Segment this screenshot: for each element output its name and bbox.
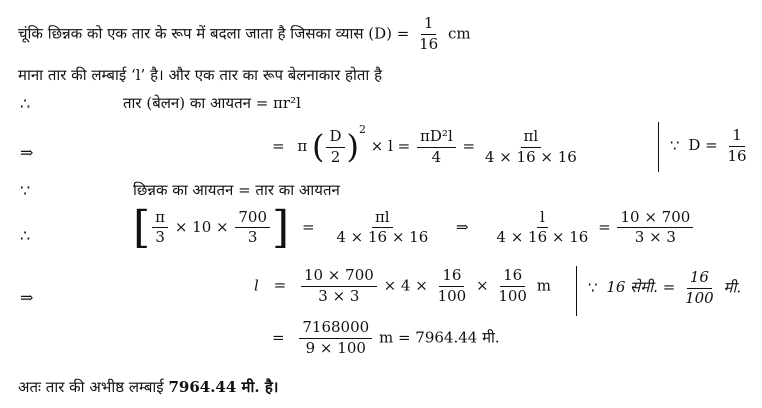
equals-sign: = [272,328,285,347]
open-paren: ( [312,127,325,166]
line-6-symbol [20,228,30,244]
diameter-fraction [416,16,441,53]
line-3 [123,96,301,111]
fraction-numerator: 16 [500,268,525,287]
fraction-numerator: l [537,210,548,229]
variable-l: l [254,276,259,295]
line-2-text: माना तार की लम्बाई ‘l’ है। और एक तार का रूप बेलनाकार होता है [18,66,383,84]
fraction-denominator: 4 × 16 × 16 [496,228,589,247]
unit: cm [447,24,471,43]
fraction-denominator: 3 [155,228,165,247]
times-sign: × [475,276,489,295]
equals-sign: = [301,217,315,236]
result-text: m = 7964.44 मी. [378,328,500,347]
side-divider-2 [576,266,577,316]
fraction-denominator: 16 [727,146,747,165]
equals-sign: = [273,276,287,295]
fraction-denominator: 2 [330,147,341,166]
line-3-text: तार (बेलन) का आयतन = πr²l [123,94,301,112]
fraction-10x700-over-3x3 [617,207,693,247]
implies-symbol: ⇒ [20,143,34,162]
times-l-text: × l = [370,137,411,155]
side-note-text: D = [688,136,718,155]
side-fraction [682,270,717,307]
fraction-denominator: 4 × 16 × 16 [336,228,429,247]
fraction-numerator: 10 × 700 [301,268,377,287]
fraction-numerator: πl [521,129,542,148]
because-symbol: ∵ [20,181,31,200]
equals-sign-2: = [598,217,611,236]
side-note-text: 16 सेमी. = [606,278,676,297]
because-symbol: ∵ [588,278,598,297]
equals-sign-2: = [462,137,476,155]
fraction-numerator: 7168000 [299,320,372,339]
equals-sign: = [272,137,285,155]
bracket-middle-text: × 10 × [174,217,229,236]
therefore-symbol: ∴ [20,94,31,113]
fraction-numerator: π [152,210,168,229]
line-3-symbol [20,96,30,112]
close-bracket: ] [272,202,290,253]
side-fraction [724,128,749,165]
line-8 [272,320,500,357]
therefore-symbol: ∴ [20,226,31,245]
fraction-numerator: πl [372,210,393,229]
fraction-denominator: 4 [431,147,442,166]
fraction-denominator: 3 × 3 [634,228,676,247]
fraction-7168000 [299,320,372,357]
d-over-2-fraction [326,126,344,166]
fraction-pi-d2-l [417,126,456,166]
line-1 [18,16,471,53]
fraction-denominator: 4 × 16 × 16 [484,147,577,166]
fraction-denominator: 100 [685,288,714,307]
line-7 [254,268,551,305]
close-paren: ) [346,127,359,166]
line-4: = π ( $\frac{D}{2}$ )$^2$ × l = $\frac{\text{πD²l}}{4}$ = $\frac{\pi l}{4 \times 16 \times 16}$ [272,124,582,165]
line-4-symbol [20,145,33,161]
line-7-symbol [20,290,33,306]
line-5-text: छिन्नक का आयतन = तार का आयतन [133,181,340,199]
line-7-side-note [588,270,741,307]
fraction-numerator: 10 × 700 [617,210,693,229]
open-bracket: [ [133,202,151,253]
line-9 [18,380,278,395]
fraction-denominator: 3 [247,228,258,247]
fraction-10x700-over-3x3 [301,268,377,305]
line-1-text: चूंकि छिन्नक को एक तार के रूप में बदला जाता है जिसका व्यास (D) = [18,24,410,43]
line-5 [133,183,340,198]
line-4-side-note [670,128,752,165]
fraction-16-over-100-a [435,268,470,305]
fraction-denominator: 100 [498,286,527,305]
fraction-denominator: 100 [437,286,467,305]
fraction-numerator: 1 [421,16,437,35]
fraction-denominator: 3 × 3 [318,286,360,305]
line-5-symbol [20,183,30,199]
times-4-text: × 4 × [383,276,428,295]
conclusion-text: अतः तार की अभीष्ठ लम्बाई [18,378,169,396]
fraction-numerator: D [326,129,344,148]
conclusion-answer: 7964.44 मी. है। [168,378,279,396]
fraction-numerator: 16 [439,268,464,287]
implies-symbol: ⇒ [456,217,469,236]
fraction-denominator: 16 [419,34,439,53]
because-symbol: ∵ [670,136,680,155]
line-2 [18,68,382,83]
fraction-pi-l [333,207,431,247]
700-over-3-fraction [235,207,270,247]
pi-symbol: π [297,137,308,155]
line-6 [133,202,695,253]
fraction-numerator: πD²l [417,129,456,148]
pi-over-3-fraction [152,207,168,247]
fraction-numerator: 16 [687,270,712,289]
side-unit: मी. [723,278,742,297]
side-divider-1 [658,122,659,172]
implies-symbol: ⇒ [20,288,34,307]
fraction-numerator: 700 [235,210,270,229]
fraction-numerator: 1 [729,128,745,147]
fraction-pi-l [482,126,580,166]
fraction-denominator: 9 × 100 [305,338,366,357]
fraction-16-over-100-b [495,268,530,305]
fraction-l [493,207,591,247]
unit: m [536,276,551,295]
